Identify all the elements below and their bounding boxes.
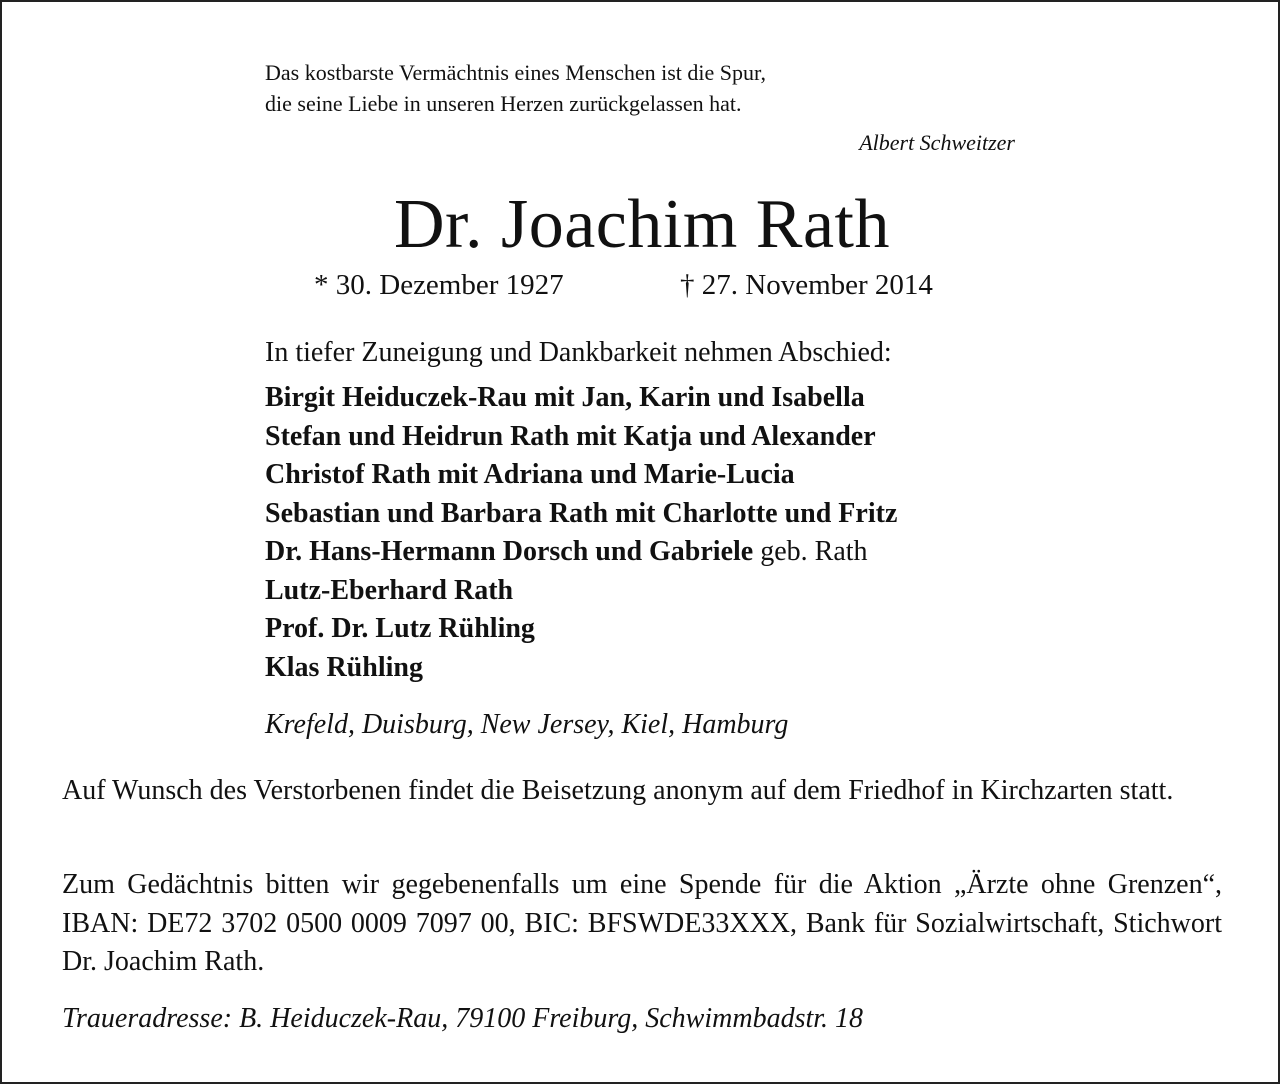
death-date: † 27. November 2014 bbox=[680, 269, 933, 301]
mourner-name: Prof. Dr. Lutz Rühling bbox=[265, 613, 535, 644]
mourner-line bbox=[265, 495, 897, 534]
mourner-line bbox=[265, 379, 897, 418]
mourner-line bbox=[265, 572, 897, 611]
mourner-line bbox=[265, 649, 897, 688]
birth-date: * 30. Dezember 1927 bbox=[314, 269, 564, 301]
mourner-name: Sebastian und Barbara Rath mit Charlotte und Fritz bbox=[265, 497, 898, 529]
life-dates bbox=[314, 266, 1014, 304]
places-line: Krefeld, Duisburg, New Jersey, Kiel, Hamburg bbox=[265, 709, 789, 740]
farewell-intro: In tiefer Zuneigung und Dankbarkeit nehmen Abschied: bbox=[265, 337, 892, 368]
mourner-line bbox=[265, 456, 897, 495]
quote-line-2: die seine Liebe in unseren Herzen zurückgelassen hat. bbox=[265, 91, 742, 116]
mourner-name: Lutz-Eberhard Rath bbox=[265, 574, 514, 606]
mourner-line bbox=[265, 610, 897, 649]
quote-author: Albert Schweitzer bbox=[859, 130, 1015, 155]
burial-notice: Auf Wunsch des Verstorbenen findet die Beisetzung anonym auf dem Friedhof in Kirchzarten statt. bbox=[62, 775, 1174, 806]
mourner-name: Birgit Heiduczek-Rau mit Jan, Karin und Isabella bbox=[265, 382, 865, 413]
mourner-line bbox=[265, 533, 897, 572]
mourning-address: Traueradresse: B. Heiduczek-Rau, 79100 Freiburg, Schwimmbadstr. 18 bbox=[62, 1003, 864, 1034]
donation-notice: Zum Gedächtnis bitten wir gegebenenfalls um eine Spende für die Aktion „Ärzte ohne Grenzen“, IBAN: DE72 3702 0500 0009 7097 00, BIC: BFSWDE33XXX, Bank für Sozialwirtschaft, Stichwort Dr. Joachim Rath. bbox=[62, 869, 1222, 977]
epigraph-quote bbox=[265, 57, 1025, 119]
quote-line-1: Das kostbarste Vermächtnis eines Menschen ist die Spur, bbox=[265, 60, 766, 85]
mourner-name: Christof Rath mit Adriana und Marie-Lucia bbox=[265, 459, 795, 490]
mourners-list bbox=[265, 379, 897, 687]
mourner-name: Stefan und Heidrun Rath mit Katja und Alexander bbox=[265, 420, 876, 452]
mourner-name: Dr. Hans-Hermann Dorsch und Gabriele bbox=[265, 536, 754, 567]
deceased-name: Dr. Joachim Rath bbox=[394, 186, 890, 263]
mourner-line bbox=[265, 418, 897, 457]
maiden-name-note: geb. Rath bbox=[753, 536, 868, 567]
mourner-name: Klas Rühling bbox=[265, 651, 423, 683]
